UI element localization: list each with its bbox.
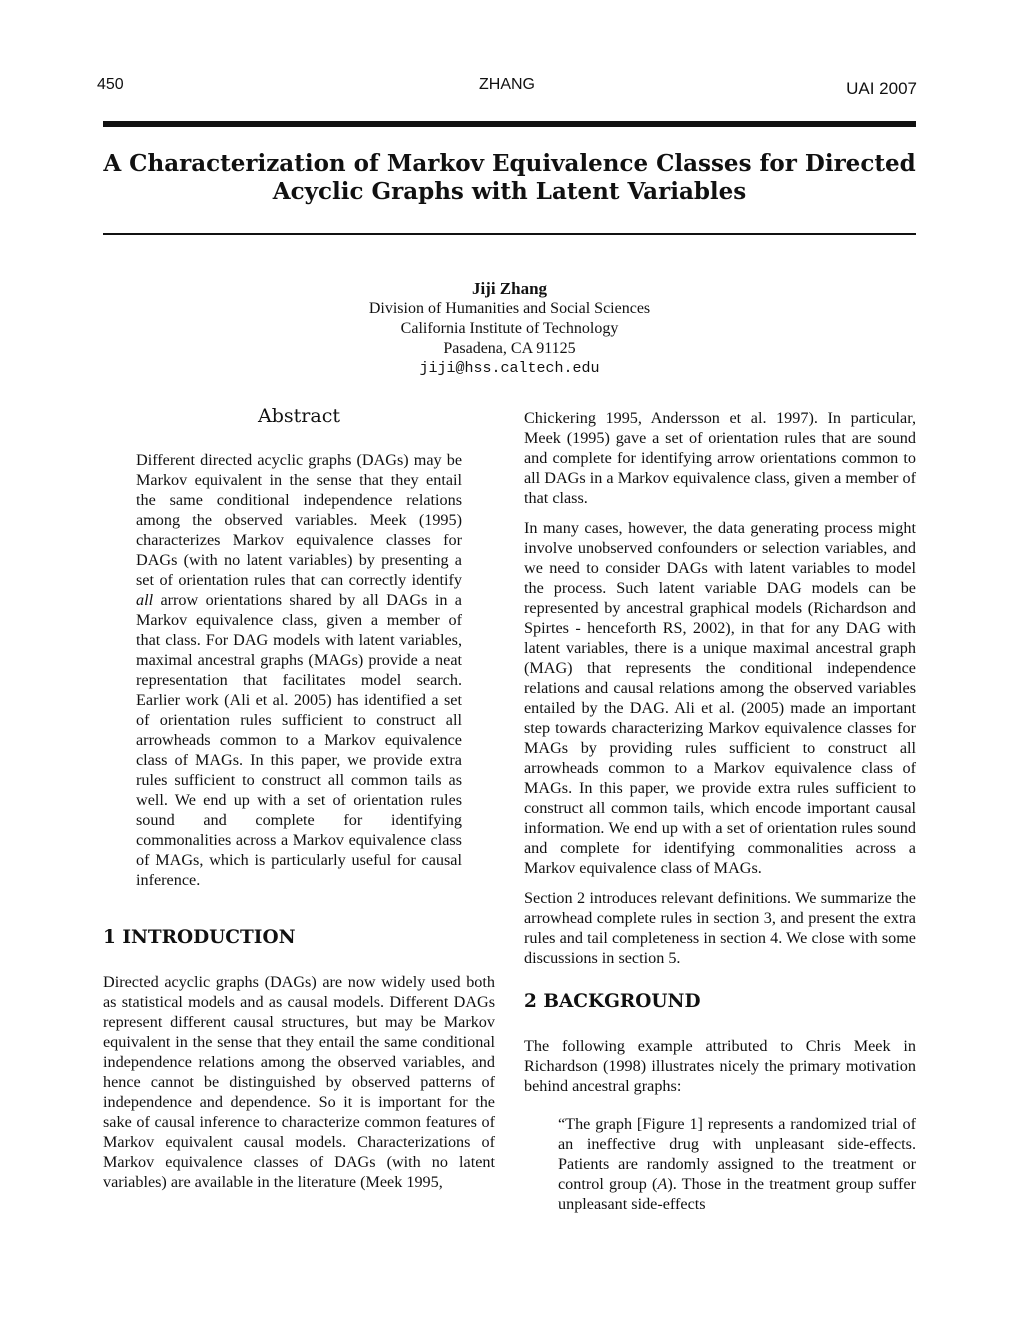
abstract-emphasis: all xyxy=(136,591,154,609)
right-column xyxy=(524,408,916,1214)
quote-part-1: “The graph [Figure 1] represents a randomized trial of an ineffective drug with unpleasant side-effects. Patients are randomly assigned to the treatment or control group ( xyxy=(558,1115,916,1193)
title-bottom-rule xyxy=(103,233,916,235)
section-1-heading: 1 INTRODUCTION xyxy=(103,927,296,948)
abstract-heading: Abstract xyxy=(258,405,340,427)
left-column xyxy=(103,404,495,1192)
author-division: Division of Humanities and Social Sciences xyxy=(368,300,651,317)
intro-paragraph-2: In many cases, however, the data generating process might involve unobserved confounders or selection variables, and we need to consider DAGs with latent variables to model the process. Such latent variable DAG models can be represented by ancestral graphical models (Richardson and Spirtes - henceforth RS, 2002), in that for any DAG with latent variables, there is a unique maximal ancestral graph (MAG) that represents the conditional independence relations and causal relations among the observed variables entailed by the DAG. Ali et al. (2005) made an important step towards characterizing Markov equivalence classes for MAGs by providing rules sufficient to construct all arrowheads common to a Markov equivalence class of MAGs. In this paper, we provide extra rules sufficient to construct all common tails, which encode important causal information. We end up with a set of orientation rules sound and complete for identifying commonalities across a Markov equivalence class of MAGs. xyxy=(524,519,916,877)
author-email: jiji@hss.caltech.edu xyxy=(419,360,600,377)
intro-paragraph-1: Directed acyclic graphs (DAGs) are now widely used both as statistical models and as causal models. Different DAGs represent different causal structures, but may be Markov equivalent in the sense that they entail the same conditional independence relations among the observed variables, and hence cannot be distinguished by observed patterns of independence and dependence. So it is important for the sake of causal inference to characterize common features of Markov equivalent causal models. Characterizations of Markov equivalence classes of DAGs (with no latent variables) are available in the literature (Meek 1995, xyxy=(103,973,495,1191)
section-2-heading: 2 BACKGROUND xyxy=(524,991,701,1012)
paper-title xyxy=(103,150,916,206)
page-number: 450 xyxy=(97,76,124,93)
quote-part-2: ). Those in the treatment group suffer unpleasant side-effects xyxy=(558,1175,916,1213)
quote-emphasis: A xyxy=(657,1175,668,1193)
abstract-text-part-1: Different directed acyclic graphs (DAGs) may be Markov equivalent in the sense that they entail the same conditional independence relations among the observed variables. Meek (1995) characterizes Markov equivalence classes for DAGs (with no latent variables) by presenting a set of orientation rules that can correctly identify xyxy=(136,451,462,589)
author-institution: California Institute of Technology xyxy=(400,320,619,337)
title-line-2: Acyclic Graphs with Latent Variables xyxy=(272,178,747,205)
intro-paragraph-3: Section 2 introduces relevant definitions. We summarize the arrowhead complete rules in section 3, and present the extra rules and tail completeness in section 4. We close with some discussions in section 5. xyxy=(524,889,916,967)
author-name: Jiji Zhang xyxy=(471,279,548,298)
author-location: Pasadena, CA 91125 xyxy=(443,340,576,357)
intro-paragraph-1-continued: Chickering 1995, Andersson et al. 1997). In particular, Meek (1995) gave a set of orientation rules that are sound and complete for identifying arrow orientations common to all DAGs in a Markov equivalence class, given a member of that class. xyxy=(524,409,916,507)
abstract-text xyxy=(103,450,495,890)
title-line-1: A Characterization of Markov Equivalence Classes for Directed xyxy=(103,150,916,177)
background-quote xyxy=(524,1114,916,1214)
abstract-text-part-2: arrow orientations shared by all DAGs in a Markov equivalence class, given a member of that class. For DAG models with latent variables, maximal ancestral graphs (MAGs) provide a neat representation that facilitates model search. Earlier work (Ali et al. 2005) has identified a set of orientation rules sufficient to construct all arrowheads common to a Markov equivalence class of MAGs. In this paper, we provide extra rules sufficient to construct all common tails as well. We end up with a set of orientation rules sound and complete for identifying commonalities across a Markov equivalence class of MAGs, which is particularly useful for causal inference. xyxy=(136,591,462,889)
title-top-rule xyxy=(103,121,916,127)
running-header xyxy=(97,76,917,100)
author-block xyxy=(103,279,916,379)
venue-label: UAI 2007 xyxy=(846,79,917,98)
running-author: ZHANG xyxy=(479,76,535,93)
background-paragraph-1: The following example attributed to Chris Meek in Richardson (1998) illustrates nicely the primary motivation behind ancestral graphs: xyxy=(524,1037,916,1095)
